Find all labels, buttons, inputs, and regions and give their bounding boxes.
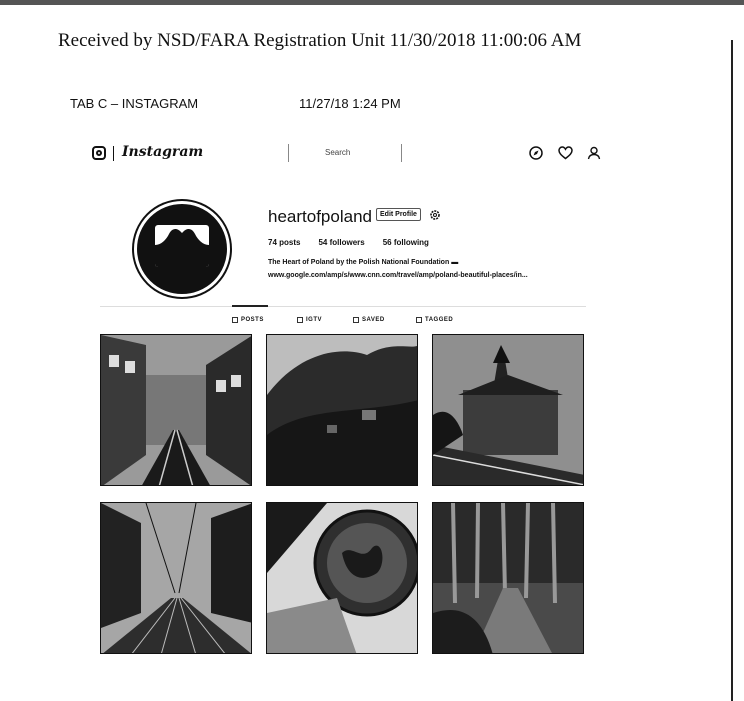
- post-thumbnail[interactable]: [100, 334, 252, 486]
- capture-timestamp: 11/27/18 1:24 PM: [299, 96, 401, 111]
- scan-right-edge: [731, 40, 733, 701]
- search-input[interactable]: [288, 144, 402, 162]
- tab-saved-label: SAVED: [362, 317, 385, 323]
- explore-icon[interactable]: [528, 145, 544, 161]
- header-nav-icons: [528, 145, 602, 161]
- food-in-bowl-image: [267, 503, 418, 654]
- tab-tagged[interactable]: [416, 317, 453, 323]
- posts-count: 74 posts: [268, 238, 301, 247]
- post-thumbnail[interactable]: [100, 502, 252, 654]
- instagram-logo-icon[interactable]: [92, 146, 106, 160]
- heart-icon[interactable]: [557, 145, 573, 161]
- active-tab-indicator: [232, 305, 268, 307]
- tab-saved[interactable]: [353, 317, 385, 323]
- tab-posts[interactable]: [232, 317, 264, 323]
- heart-logo-icon: [155, 225, 209, 267]
- profile-stats: [268, 238, 429, 247]
- bio-link[interactable]: www.google.com/amp/s/www.cnn.com/travel/amp/poland-beautiful-places/in...: [268, 272, 528, 279]
- tag-icon: [416, 317, 422, 323]
- grid-icon: [232, 317, 238, 323]
- forested-hills-image: [267, 335, 418, 486]
- profile-icon[interactable]: [586, 145, 602, 161]
- tab-title: TAB C – INSTAGRAM: [70, 96, 199, 111]
- street-tram-tracks-image: [101, 335, 252, 486]
- castle-with-tower-image: [433, 335, 584, 486]
- igtv-icon: [297, 317, 303, 323]
- post-thumbnail[interactable]: [432, 502, 584, 654]
- forest-path-image: [433, 503, 584, 654]
- tab-igtv[interactable]: [297, 317, 322, 323]
- profile-username: heartofpoland: [268, 207, 372, 226]
- bookmark-icon: [353, 317, 359, 323]
- profile-avatar[interactable]: [134, 201, 230, 297]
- settings-gear-icon[interactable]: [429, 208, 441, 220]
- tab-igtv-label: IGTV: [306, 317, 323, 323]
- tab-tagged-label: TAGGED: [425, 317, 454, 323]
- received-stamp: Received by NSD/FARA Registration Unit 11/30/2018 11:00:06 AM: [58, 30, 582, 51]
- following-count[interactable]: 56 following: [382, 238, 429, 247]
- post-thumbnail[interactable]: [266, 334, 418, 486]
- scan-top-bar: [0, 0, 744, 5]
- tab-posts-label: POSTS: [241, 317, 264, 323]
- tabs-divider: [100, 306, 586, 307]
- search-placeholder: Search: [325, 148, 351, 157]
- instagram-wordmark[interactable]: Instagram: [122, 144, 204, 160]
- post-thumbnail[interactable]: [266, 502, 418, 654]
- bio-name-text: The Heart of Poland by the Polish National Foundation: [268, 259, 450, 266]
- bio-name: [268, 259, 458, 266]
- tram-tracks-overhead-wires-image: [101, 503, 252, 654]
- followers-count[interactable]: 54 followers: [318, 238, 365, 247]
- instagram-header: [92, 143, 602, 165]
- edit-profile-button[interactable]: Edit Profile: [376, 208, 421, 221]
- header-divider: [113, 146, 114, 161]
- flag-icon: ▬: [451, 259, 459, 266]
- post-thumbnail[interactable]: [432, 334, 584, 486]
